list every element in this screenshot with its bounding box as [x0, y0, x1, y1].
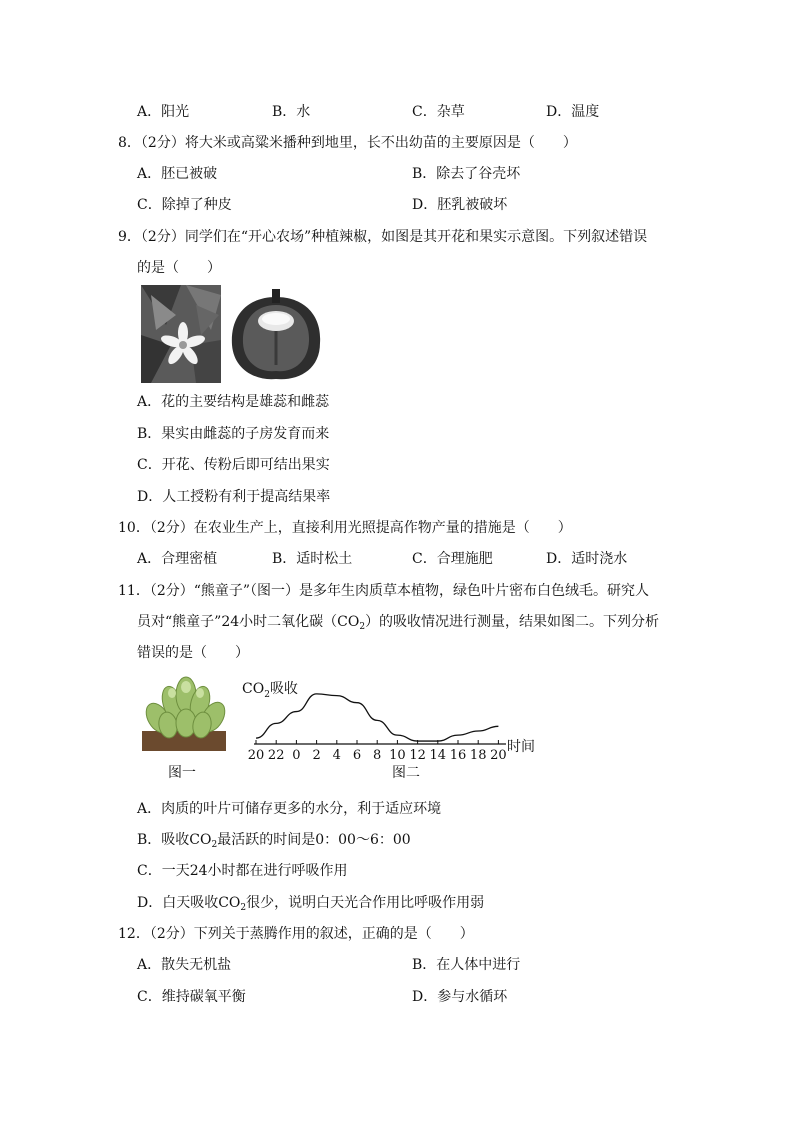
q10-option-d: D．适时浇水	[546, 551, 628, 567]
q10-option-a: A．合理密植	[137, 551, 218, 567]
succulent-photo	[138, 673, 230, 751]
q9-option-a: A．花的主要结构是雄蕊和雌蕊	[137, 394, 330, 410]
q7-option-b: B．水	[272, 104, 311, 120]
q10-option-c: C．合理施肥	[412, 551, 493, 567]
fig2-caption: 图二	[392, 765, 420, 781]
q8-option-b: B．除去了谷壳坏	[412, 166, 521, 182]
q11-option-a: A．肉质的叶片可储存更多的水分，利于适应环境	[137, 801, 442, 817]
co2-absorption-chart	[236, 675, 542, 765]
x-tick-label: 20	[247, 748, 265, 763]
q9-option-c: C．开花、传粉后即可结出果实	[137, 457, 330, 473]
chart-xlabel: 时间	[507, 739, 535, 755]
q9-option-b: B．果实由雌蕊的子房发育而来	[137, 426, 330, 442]
q7-option-c: C．杂草	[412, 104, 465, 120]
x-tick-label: 6	[352, 748, 362, 763]
q7-option-d: D．温度	[546, 104, 600, 120]
q11-option-b: B．吸收$CO_2$最活跃的时间是0：00～6：00	[137, 832, 411, 850]
q8-option-c: C．除掉了种皮	[137, 197, 232, 213]
q9-stem-line1: 9．（2分）同学们在“开心农场”种植辣椒，如图是其开花和果实示意图。下列叙述错误	[118, 229, 648, 245]
x-tick-label: 0	[292, 748, 301, 763]
q10-option-b: B．适时松土	[272, 551, 353, 567]
x-tick-label: 12	[409, 748, 426, 763]
fig1-caption: 图一	[168, 765, 196, 781]
q11-stem-line2: 员对“熊童子”24小时二氧化碳$(CO_2)$的吸收情况进行测量，结果如图二。下列分析	[137, 614, 660, 632]
q12-option-d: D．参与水循环	[412, 989, 508, 1005]
q12-option-b: B．在人体中进行	[412, 957, 521, 973]
x-tick-label: 18	[469, 748, 487, 763]
q11-option-d: D．白天吸收$CO_2$很少，说明白天光合作用比呼吸作用弱	[137, 895, 485, 913]
x-tick-label: 8	[373, 748, 382, 763]
q8-option-a: A．胚已被破	[137, 166, 218, 182]
q7-option-a: A．阳光	[137, 104, 190, 120]
q12-option-c: C．维持碳氧平衡	[137, 989, 246, 1005]
q8-option-d: D．胚乳被破坏	[412, 197, 508, 213]
q11-stem-line1: 11．（2分）“熊童子”（图一）是多年生肉质草本植物，绿色叶片密布白色绒毛。研究人	[118, 583, 650, 599]
x-tick-label: 20	[490, 748, 507, 763]
q12-stem: 12．（2分）下列关于蒸腾作用的叙述，正确的是（ ）	[118, 926, 474, 942]
x-tick-label: 14	[429, 748, 447, 763]
x-tick-label: 22	[267, 748, 285, 763]
co2-curve	[256, 694, 498, 741]
q9-option-d: D．人工授粉有利于提高结果率	[137, 489, 331, 505]
x-tick-label: 16	[449, 748, 467, 763]
q11-option-c: C．一天24小时都在进行呼吸作用	[137, 863, 348, 879]
q9-stem-line2: 的是（ ）	[137, 260, 221, 276]
pepper-flower-photo	[141, 285, 221, 383]
pepper-fruit-photo	[228, 285, 324, 383]
x-tick-label: 10	[389, 748, 406, 763]
chart-ylabel: $CO_2$吸收	[242, 681, 298, 700]
x-tick-label: 2	[312, 748, 321, 763]
q11-stem-line3: 错误的是（ ）	[137, 645, 249, 661]
q10-stem: 10．（2分）在农业生产上，直接利用光照提高作物产量的措施是（ ）	[118, 520, 572, 536]
q8-stem: 8．（2分）将大米或高粱米播种到地里，长不出幼苗的主要原因是（ ）	[118, 135, 577, 151]
q12-option-a: A．散失无机盐	[137, 957, 232, 973]
x-tick-label: 4	[332, 748, 341, 763]
